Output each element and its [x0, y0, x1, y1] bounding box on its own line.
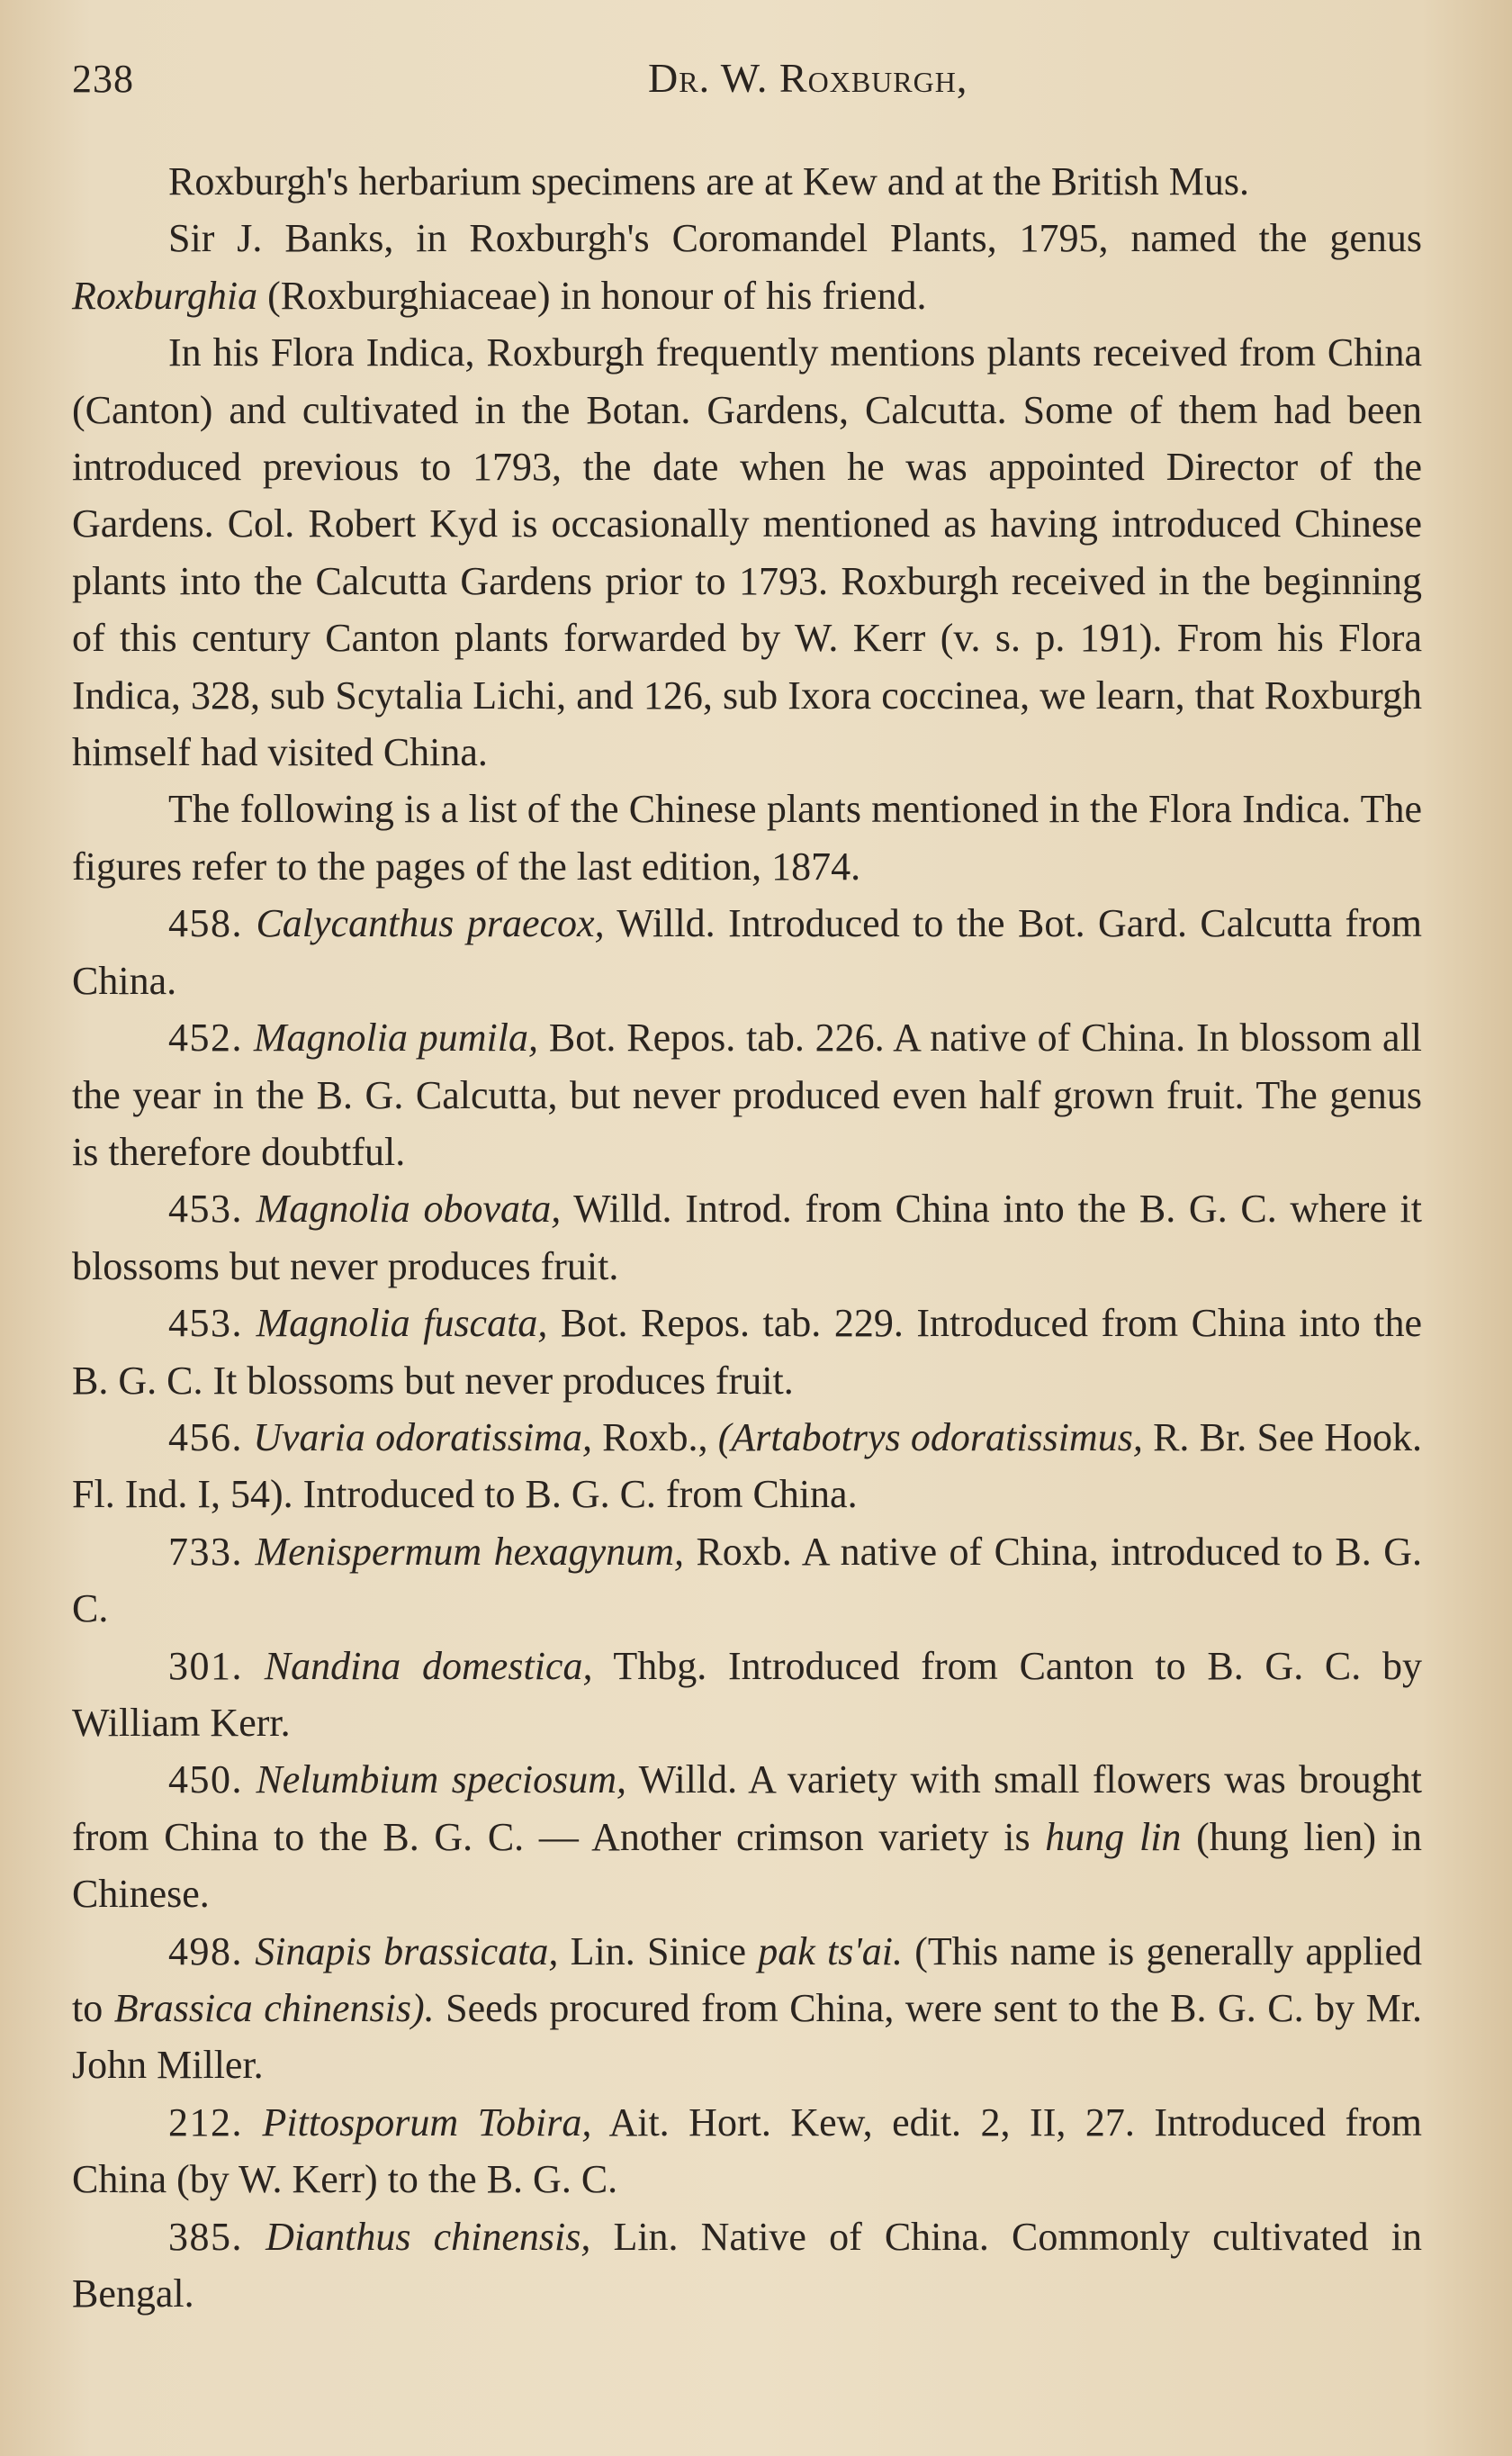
paragraph: [72, 324, 1422, 781]
species-name: Nelumbium speciosum,: [256, 1757, 627, 1802]
paragraph: [72, 781, 1422, 895]
entry-page-number: 301.: [168, 1643, 243, 1688]
species-name: Magnolia obovata,: [256, 1187, 562, 1232]
entry-page-number: 453.: [168, 1187, 243, 1232]
species-name: Magnolia fuscata,: [256, 1301, 548, 1346]
paragraph: [72, 210, 1422, 324]
paragraph-text: The following is a list of the Chinese plants mentioned in the Flora Indica. The figures refer to the pages of the last edition, 1874.: [72, 787, 1422, 889]
entry-text: (This name is generally applied to: [72, 1928, 1422, 2030]
species-name: Menispermum hexagynum,: [255, 1529, 684, 1574]
plant-entry: [72, 1409, 1422, 1523]
entry-text: Ait. Hort. Kew, edit. 2, II, 27. Introduced from China (by W. Kerr) to the B. G. C.: [72, 2099, 1422, 2202]
entry-page-number: 385.: [168, 2214, 243, 2259]
species-name: Uvaria odoratissima,: [253, 1414, 592, 1459]
species-name: Nandina domestica,: [264, 1643, 593, 1688]
entry-text: Willd. A variety with small flowers was brought from China to the B. G. C. — Another crimson variety is: [72, 1757, 1422, 1859]
plant-entry: [72, 1751, 1422, 1922]
plant-entry: [72, 1923, 1422, 2094]
paragraph: [72, 153, 1422, 210]
plant-entry: [72, 1295, 1422, 1409]
species-name: Sinapis brassicata,: [255, 1928, 559, 1973]
entry-text: Thbg. Introduced from Canton to B. G. C. by William Kerr.: [72, 1643, 1423, 1745]
entry-page-number: 733.: [168, 1529, 243, 1574]
entry-text: Roxb. A native of China, introduced to B. G. C.: [72, 1529, 1423, 1631]
species-name: Dianthus chinensis,: [266, 2214, 591, 2259]
species-name: Magnolia pumila,: [253, 1016, 539, 1061]
paragraph-text: Sir J. Banks, in Roxburgh's Coromandel Plants, 1795, named the genus: [168, 216, 1422, 261]
plant-entry: [72, 1180, 1422, 1295]
entry-text: Seeds procured from China, were sent to the B. G. C. by Mr. John Miller.: [72, 1986, 1423, 2088]
entry-page-number: 450.: [168, 1757, 243, 1802]
species-name: Calycanthus praecox,: [256, 901, 605, 946]
entry-page-number: 453.: [168, 1301, 243, 1346]
species-name: Pittosporum Tobira,: [262, 2099, 592, 2144]
genus-name: Roxburghia: [72, 273, 258, 318]
plant-entry: [72, 895, 1422, 1009]
entry-text: Bot. Repos. tab. 229. Introduced from China into the B. G. C. It blossoms but never produces fruit.: [72, 1301, 1423, 1403]
chinese-name: hung lin: [1045, 1814, 1182, 1859]
entry-text: Willd. Introduced to the Bot. Gard. Calcutta from China.: [72, 901, 1422, 1003]
page-number: 238: [72, 57, 134, 101]
entry-text: (hung lien) in Chinese.: [72, 1814, 1422, 1917]
entry-page-number: 452.: [168, 1016, 243, 1061]
entry-page-number: 498.: [168, 1928, 243, 1973]
synonym-name: (Artabotrys odoratissimus,: [717, 1414, 1143, 1459]
body-text: [72, 153, 1422, 2322]
entry-text: Willd. Introd. from China into the B. G. C. where it blossoms but never produces fruit.: [72, 1187, 1422, 1288]
paragraph-text: Roxburgh's herbarium specimens are at Kew and at the British Mus.: [168, 159, 1249, 203]
entry-text: R. Br. See Hook. Fl. Ind. I, 54). Introduced to B. G. C. from China.: [72, 1414, 1422, 1517]
entry-text: Lin. Sinice: [558, 1928, 759, 1973]
entry-text: Roxb.,: [591, 1414, 718, 1459]
plant-entry: [72, 1009, 1422, 1180]
entry-page-number: 458.: [168, 901, 243, 946]
entry-page-number: 212.: [168, 2099, 243, 2144]
synonym-name: Brassica chinensis).: [113, 1986, 435, 2030]
entry-text: Bot. Repos. tab. 226. A native of China. In blossom all the year in the B. G. Calcutta, but never produced even half grown fruit. The genus is therefore doubtful.: [72, 1016, 1423, 1174]
entry-text: Lin. Native of China. Commonly cultivated in Bengal.: [72, 2214, 1423, 2316]
running-head: Dr. W. Roxburgh,: [648, 55, 968, 101]
plant-entry: [72, 2094, 1422, 2208]
paragraph-text: In his Flora Indica, Roxburgh frequently mentions plants received from China (Canton) and cultivated in the Botan. Gardens, Calcutta. Some of them had been introduced previous to 1793, the date when he was appointed Director of the Gardens. Col. Robert Kyd is occasionally mentioned as having introduced Chinese plants into the Calcutta Gardens prior to 1793. Roxburgh received in the beginning of this century Canton plants forwarded by W. Kerr (v. s. p. 191). From his Flora Indica, 328, sub Scytalia Lichi, and 126, sub Ixora coccinea, we learn, that Roxburgh himself had visited China.: [72, 330, 1422, 775]
chinese-name: pak ts'ai.: [758, 1928, 904, 1973]
page-header: [72, 54, 1422, 126]
entry-page-number: 456.: [168, 1414, 243, 1459]
paragraph-text: (Roxburghiaceae) in honour of his friend.: [257, 273, 927, 318]
plant-entry: [72, 1523, 1422, 1638]
plant-entry: [72, 2208, 1422, 2323]
plant-entry: [72, 1638, 1422, 1752]
